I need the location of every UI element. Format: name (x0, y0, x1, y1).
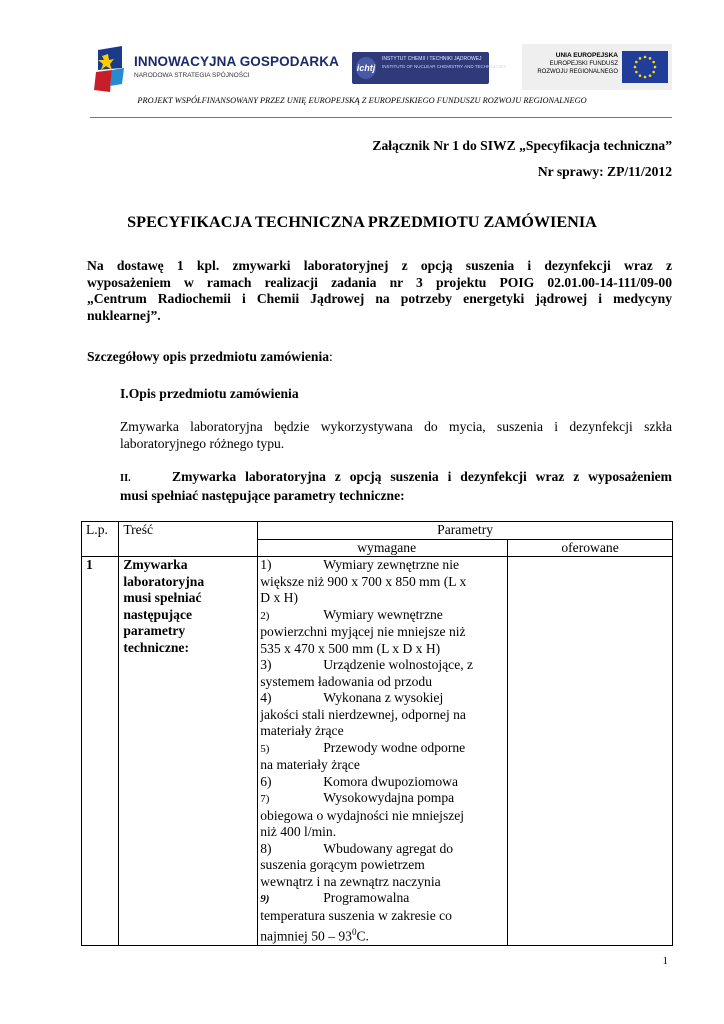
requirement-text: materiały żrące (260, 723, 344, 738)
section2-number: II. (120, 473, 131, 484)
ichtj-name-pl: INSTYTUT CHEMII I TECHNIKI JĄDROWEJ (382, 56, 482, 62)
requirement-text: Przewody wodne odporne (323, 739, 466, 755)
header-tresc: Treść (119, 522, 258, 557)
eu-star-icon (635, 71, 638, 74)
logo-innowacyjna-gospodarka (92, 44, 339, 94)
row-lp: 1 (82, 557, 119, 946)
eu-star-icon (639, 74, 642, 77)
cofinancing-caption: PROJEKT WSPÓŁFINANSOWANY PRZEZ UNIĘ EUROPEJSKĄ Z EUROPEJSKIEGO FUNDUSZU ROZWOJU REGIONALNEGO (137, 96, 587, 105)
requirement-text: najmniej $50 - 93^0C$. (260, 927, 369, 944)
eu-star-icon (652, 61, 655, 64)
section2-text: Zmywarka laboratoryjna z opcją suszenia i dezynfekcji wraz z wyposażeniem (172, 469, 672, 484)
ue-title: UNIA EUROPEJSKA (555, 52, 618, 59)
intro-line: Na dostawę 1 kpl. zmywarki laboratoryjnej z opcją suszenia i dezynfekcji wraz z (87, 258, 672, 273)
section1-paragraph (120, 419, 672, 452)
eu-star-icon (649, 74, 652, 77)
eu-star-icon (644, 76, 647, 79)
row-oferowane (508, 557, 673, 946)
requirement-text: D x H) (260, 590, 298, 605)
page-number: 1 (662, 955, 668, 967)
eu-flag-icon (622, 51, 668, 83)
requirement-text: Urządzenie wolnostojące, z (323, 657, 474, 672)
ichtj-name-en: INSTITUTE OF NUCLEAR CHEMISTRY AND TECHNOLOGY (382, 64, 507, 69)
header-oferowane: oferowane (508, 539, 673, 557)
requirement-text: Wymiary wewnętrzne (323, 606, 443, 622)
requirement-item (260, 841, 504, 891)
requirement-text: systemem ładowania od przodu (260, 673, 433, 689)
requirement-text: Programowalna (323, 890, 410, 905)
requirement-text: Wykonana z wysokiej (323, 690, 444, 705)
section1-number: I. (120, 386, 129, 401)
requirement-text: na materiały żrące (260, 757, 360, 772)
requirement-item (260, 690, 504, 740)
ig-flag-icon (92, 44, 132, 94)
header-wymagane: wymagane (258, 539, 508, 557)
requirement-text: wewnątrz i na zewnątrz naczynia (260, 873, 441, 889)
requirement-text: Komora dwupoziomowa (323, 773, 459, 789)
requirement-text: większe niż 900 x 700 x 850 mm (L x (260, 573, 467, 589)
ichtj-mark: ichtj (356, 57, 376, 79)
page-title: SPECYFIKACJA TECHNICZNA PRZEDMIOTU ZAMÓWIENIA (127, 213, 597, 231)
requirement-text: temperatura suszenia w zakresie co (260, 907, 452, 923)
eu-star-icon (644, 56, 647, 59)
requirement-text: Wymiary zewnętrzne nie (323, 557, 460, 572)
header-lp: L.p. (82, 522, 119, 557)
intro-line: nuklearnej”. (87, 307, 161, 323)
requirement-item (260, 607, 504, 658)
ig-subtitle: NARODOWA STRATEGIA SPÓJNOŚCI (134, 72, 250, 79)
section2-heading (120, 469, 672, 504)
section1-line: laboratoryjnego różnego typu. (120, 435, 285, 451)
detail-heading-text: Szczegółowy opis przedmiotu zamówienia (87, 349, 330, 364)
row-tresc-line: laboratoryjna (123, 573, 205, 589)
requirement-text: jakości stali nierdzewnej, odpornej na (260, 706, 466, 722)
section2-line: musi spełniać następujące parametry techniczne: (120, 487, 405, 503)
header-parametry: Parametry (258, 522, 673, 540)
eu-star-icon (634, 66, 637, 69)
requirement-number: 9) (260, 893, 270, 905)
requirement-number: 2) (260, 609, 270, 622)
ig-title: INNOWACYJNA GOSPODARKA (134, 54, 339, 69)
specification-table (81, 521, 673, 946)
logo-ichtj (352, 52, 507, 84)
intro-paragraph (87, 258, 672, 324)
row-wymagane (258, 557, 508, 946)
requirement-text: niż 400 l/min. (260, 824, 337, 839)
case-number: Nr sprawy: ZP/11/2012 (537, 164, 672, 179)
requirement-item (260, 790, 504, 841)
requirement-item (260, 774, 504, 791)
ue-fund-line1: EUROPEJSKI FUNDUSZ (549, 61, 618, 67)
requirement-number: 8) (260, 840, 272, 856)
requirement-text: powierzchni myjącej nie mniejsze niż (260, 624, 466, 639)
table-header-row (82, 522, 673, 540)
requirement-text: Wbudowany agregat do (323, 840, 454, 856)
requirement-item (260, 740, 504, 774)
eu-star-icon (649, 57, 652, 60)
row-tresc-line: Zmywarka (123, 557, 188, 572)
row-tresc-line: parametry (123, 623, 186, 638)
requirement-number: 1) (260, 557, 272, 572)
detail-heading (87, 349, 672, 366)
requirement-number: 3) (260, 657, 272, 672)
logo-unia-europejska (522, 44, 672, 90)
detail-heading-colon: : (329, 349, 333, 364)
requirement-item (260, 557, 504, 607)
requirement-number: 6) (260, 773, 272, 789)
requirement-item (260, 657, 504, 690)
section1-title: Opis przedmiotu zamówienia (128, 386, 299, 401)
row-tresc (119, 557, 258, 946)
ue-fund (537, 61, 618, 76)
degree-sup: 0 (351, 927, 357, 937)
section2-line (120, 469, 672, 488)
requirement-text: obiegowa o wydajności nie mniejszej (260, 807, 465, 823)
header-divider (90, 117, 672, 118)
requirement-text: 535 x 470 x 500 mm (L x D x H) (260, 640, 441, 656)
requirement-item (260, 890, 504, 945)
requirement-number: 4) (260, 690, 272, 705)
intro-line: „Centrum Radiochemii i Chemii Jądrowej na potrzeby energetyki jądrowej i medycyny (87, 291, 672, 307)
eu-star-icon (639, 57, 642, 60)
section1-line: Zmywarka laboratoryjna będzie wykorzystywana do mycia, suszenia i dezynfekcji szkła (120, 419, 672, 434)
requirement-number: 5) (260, 742, 270, 755)
eu-star-icon (652, 71, 655, 74)
eu-star-icon (654, 66, 657, 69)
table-row (82, 557, 673, 946)
eu-star-icon (635, 61, 638, 64)
row-tresc-line: następujące (123, 606, 193, 622)
row-tresc-line: musi spełniać (123, 590, 202, 605)
requirement-text: suszenia gorącym powietrzem (260, 857, 425, 872)
section1-heading (120, 386, 672, 403)
attachment-label: Załącznik Nr 1 do SIWZ „Specyfikacja techniczna” (372, 138, 672, 153)
requirement-number: 7) (260, 793, 270, 805)
row-tresc-line: techniczne: (123, 639, 189, 655)
intro-line: wyposażeniem w ramach realizacji zadania nr 3 projektu POIG 02.01.00-14-111/09-00 (87, 274, 672, 290)
requirement-text: Wysokowydajna pompa (323, 790, 455, 805)
ue-fund-line2: ROZWOJU REGIONALNEGO (537, 68, 618, 75)
